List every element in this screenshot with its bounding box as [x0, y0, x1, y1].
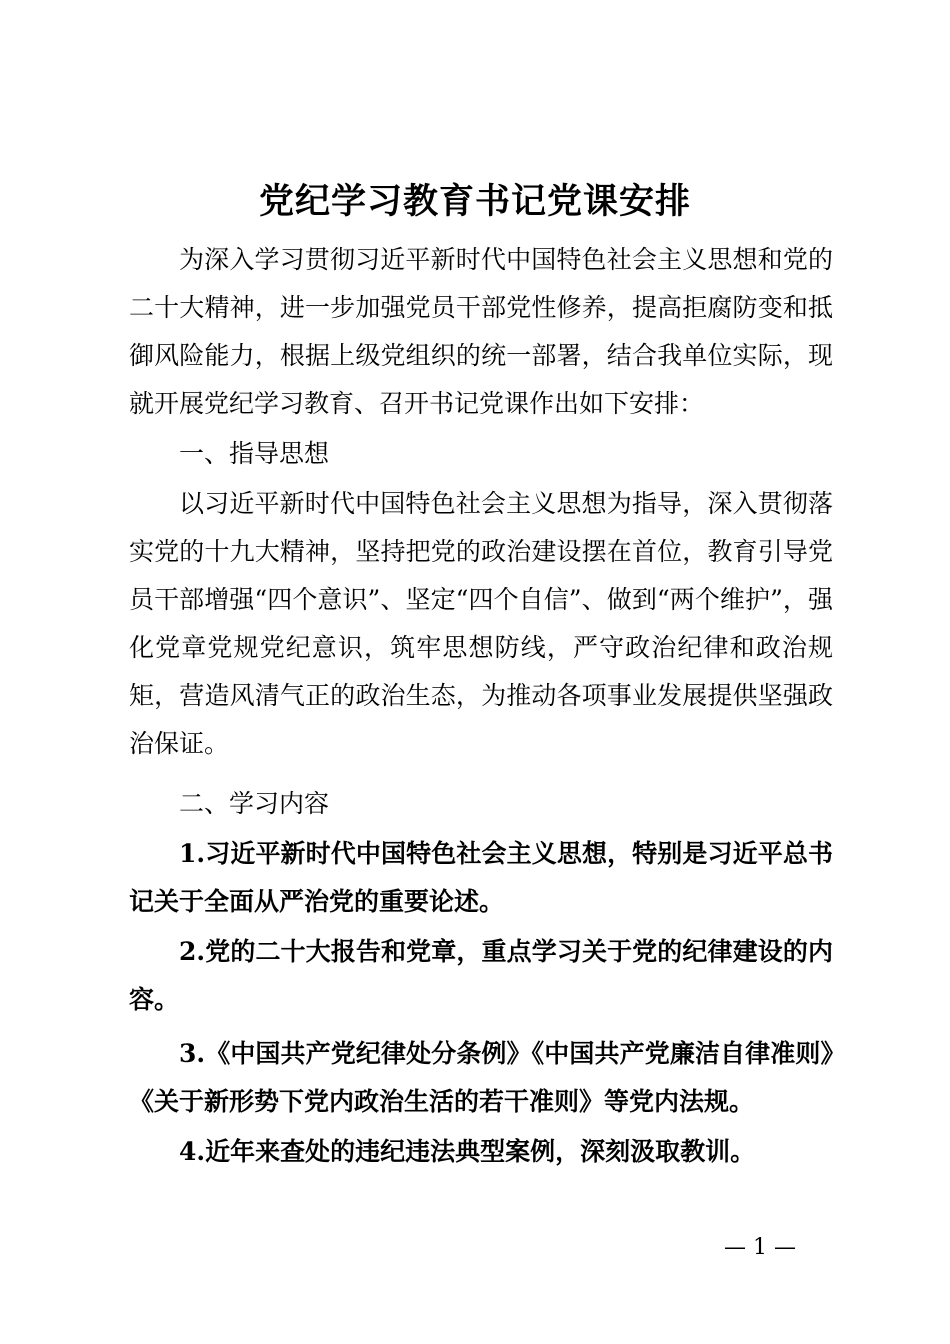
- page-number: — 1 —: [724, 1235, 796, 1260]
- document-title: 党纪学习教育书记党课安排: [258, 181, 691, 222]
- study-item-3: 3.《中国共产党纪律处分条例》《中国共产党廉洁自律准则》《关于新形势下党内政治生活的若干准则》等党内法规。: [129, 1039, 833, 1116]
- study-item-1: 1.习近平新时代中国特色社会主义思想，特别是习近平总书记关于全面从严治党的重要论述。: [129, 839, 833, 916]
- section-heading-guiding-thought: 一、指导思想: [179, 439, 330, 468]
- section-heading-study-content: 二、学习内容: [179, 789, 330, 818]
- intro-paragraph: 为深入学习贯彻习近平新时代中国特色社会主义思想和党的二十大精神，进一步加强党员干部党性修养，提高拒腐防变和抵御风险能力，根据上级党组织的统一部署，结合我单位实际，现就开展党纪学习教育、召开书记党课作出如下安排：: [129, 245, 833, 418]
- guiding-thought-paragraph: 以习近平新时代中国特色社会主义思想为指导，深入贯彻落实党的十九大精神，坚持把党的政治建设摆在首位，教育引导党员干部增强“四个意识”、坚定“四个自信”、做到“两个维护”，强化党章党规党纪意识，筑牢思想防线，严守政治纪律和政治规矩，营造风清气正的政治生态，为推动各项事业发展提供坚强政治保证。: [129, 489, 833, 758]
- study-item-4: 4.近年来查处的违纪违法典型案例，深刻汲取教训。: [179, 1137, 756, 1166]
- study-item-2: 2.党的二十大报告和党章，重点学习关于党的纪律建设的内容。: [129, 937, 833, 1014]
